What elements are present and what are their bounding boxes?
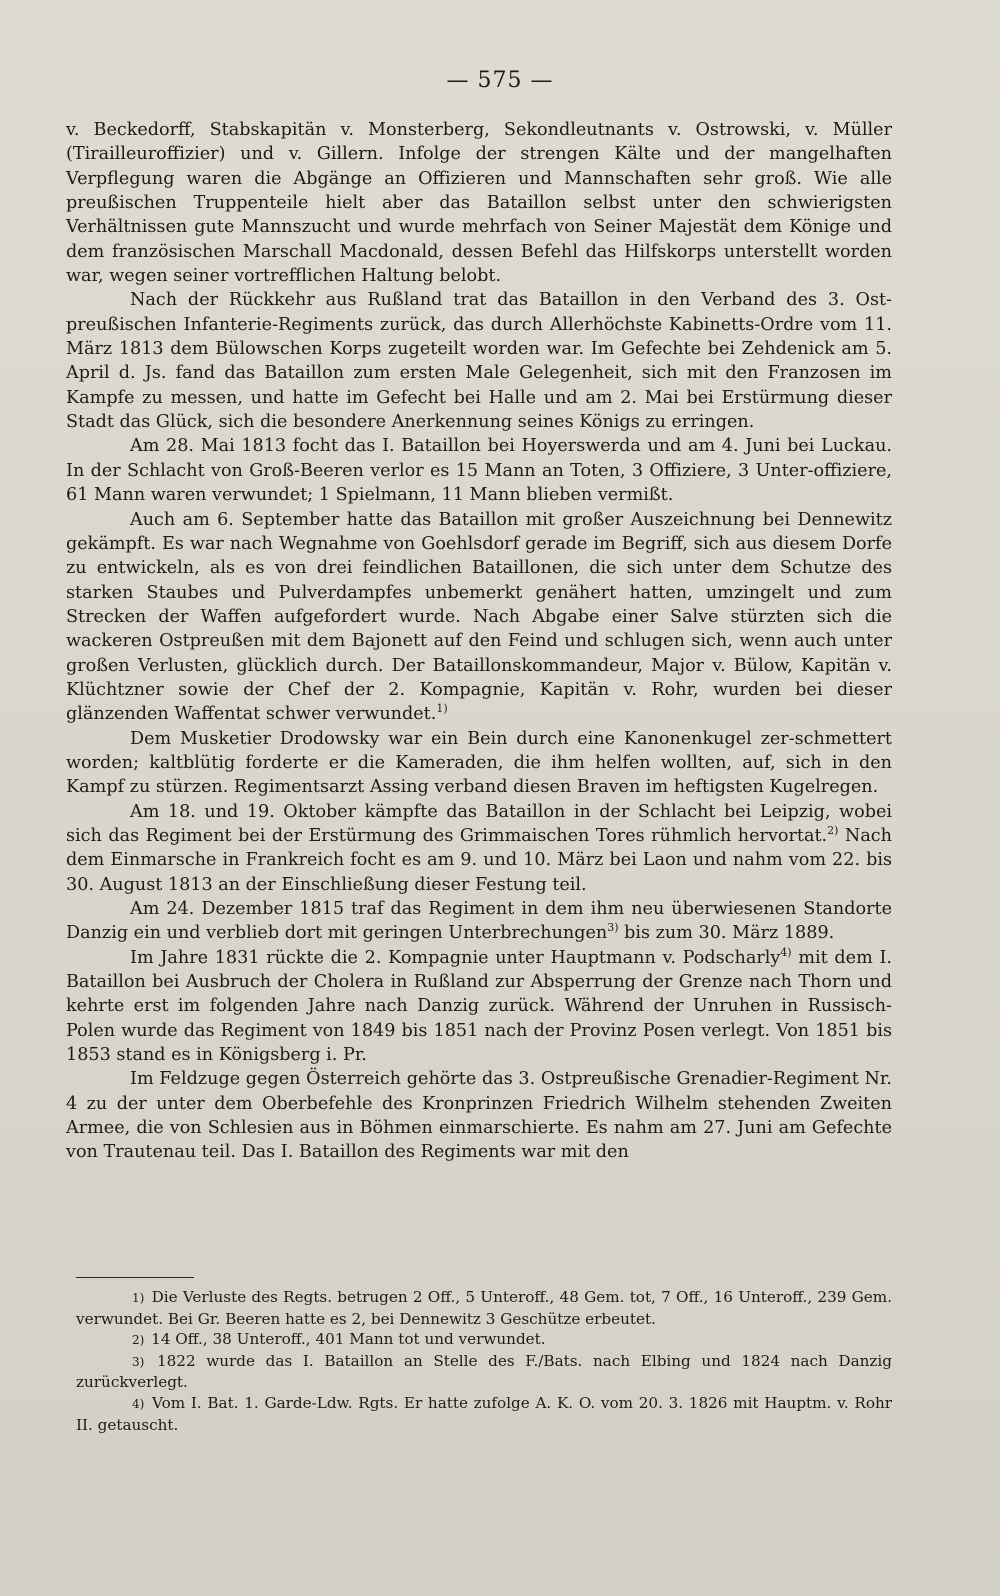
paragraph-7-text: Am 24. Dezember 1815 traf das Regiment in dem ihm neu überwiesenen Standorte Danzig ein und verblieb dort mit geringen Unterbrechungen <box>66 899 892 944</box>
footnote-divider <box>76 1277 194 1278</box>
footnote-1-text: Die Verluste des Regts. betrugen 2 Off., 5 Unteroff., 48 Gem. tot, 7 Off., 16 Unteroff., 239 Gem. verwundet. Bei Gr. Beeren hatte es 2, bei Dennewitz 3 Geschütze erbeutet. <box>76 1288 893 1328</box>
footnote-2-mark: 2) <box>132 1333 145 1348</box>
paragraph-3: Am 28. Mai 1813 focht das I. Bataillon bei Hoyerswerda und am 4. Juni bei Luckau. In der Schlacht von Groß-Beeren verlor es 15 Mann an Toten, 3 Offiziere, 3 Unter-offiziere, 61 Mann waren verwundet; 1 Spielmann, 11 Mann blieben vermißt. <box>66 436 892 506</box>
footnote-1 <box>76 1287 892 1329</box>
main-text <box>66 118 892 1165</box>
paragraph-8-text: Im Jahre 1831 rückte die 2. Kompagnie unter Hauptmann v. Podscharly <box>130 947 781 968</box>
page-number: — 575 — <box>446 68 554 93</box>
paragraph-4 <box>66 508 892 727</box>
paragraph-6-cont: Nach dem Einmarsche in Frankreich focht es am 9. und 10. März bei Laon und nahm vom 22. bis 30. August 1813 an der Einschließung dieser Festung teil. <box>66 825 892 895</box>
footnote-3-text: 1822 wurde das I. Bataillon an Stelle des F./Bats. nach Elbing und 1824 nach Danzig zurückverlegt. <box>76 1351 892 1392</box>
footnote-1-mark: 1) <box>132 1291 145 1305</box>
footnote-2 <box>76 1329 892 1351</box>
paragraph-9: Im Feldzuge gegen Österreich gehörte das 3. Ostpreußische Grenadier-Regiment Nr. 4 zu der unter dem Oberbefehle des Kronprinzen Friedrich Wilhelm stehenden Zweiten Armee, die von Schlesien aus in Böhmen einmarschierte. Es nahm am 27. Juni am Gefechte von Trautenau teil. Das I. Bataillon des Regiments war mit den <box>66 1069 892 1163</box>
paragraph-8-cont: mit dem I. Bataillon bei Ausbruch der Cholera in Rußland zur Absperrung der Grenze nach Thorn und kehrte erst im folgenden Jahre nach Danzig zurück. Während der Unruhen in Russisch-Polen wurde das Regiment von 1849 bis 1851 nach der Provinz Posen verlegt. Von 1851 bis 1853 stand es in Königsberg i. Pr. <box>66 947 893 1066</box>
paragraph-8 <box>66 946 892 1068</box>
paragraph-1: v. Beckedorff, Stabskapitän v. Monsterberg, Sekondleutnants v. Ostrowski, v. Müller (Tirailleuroffizier) und v. Gillern. Infolge der strengen Kälte und der mangelhaften Verpflegung waren die Abgänge an Offizieren und Mannschaften sehr groß. Wie alle preußischen Truppenteile hielt aber das Bataillon selbst unter den schwierigsten Verhältnissen gute Mannszucht und wurde mehrfach von Seiner Majestät dem Könige und dem französischen Marschall Macdonald, dessen Befehl das Hilfskorps unterstellt worden war, wegen seiner vortrefflichen Haltung belobt. <box>66 120 892 287</box>
paragraph-2: Nach der Rückkehr aus Rußland trat das Bataillon in den Verband des 3. Ost-preußischen Infanterie-Regiments zurück, das durch Allerhöchste Kabinetts-Ordre vom 11. März 1813 dem Bülowschen Korps zugeteilt worden war. Im Gefechte bei Zehdenick am 5. April d. Js. fand das Bataillon zum ersten Male Gelegenheit, sich mit den Franzosen im Kampfe zu messen, und hatte im Gefecht bei Halle und am 2. Mai bei Erstürmung dieser Stadt das Glück, sich die besondere Anerkennung seines Königs zu erringen. <box>66 290 892 433</box>
paragraph-7-cont: bis zum 30. März 1889. <box>624 923 835 944</box>
footnote-3-mark: 3) <box>132 1354 145 1369</box>
footnote-4 <box>76 1393 892 1435</box>
paragraph-7 <box>66 897 892 946</box>
footnotes <box>76 1287 892 1435</box>
footnote-3 <box>76 1351 892 1393</box>
paragraph-6-text: Am 18. und 19. Oktober kämpfte das Bataillon in der Schlacht bei Leipzig, wobei sich das Regiment bei der Erstürmung des Grimmaischen Tores rühmlich hervortat. <box>66 801 892 846</box>
footnote-ref-3: 3) <box>607 921 619 935</box>
paragraph-4-text: Auch am 6. September hatte das Bataillon mit großer Auszeichnung bei Dennewitz gekämpft. Es war nach Wegnahme von Goehlsdorf gerade im Begriff, sich aus diesem Dorfe zu entwickeln, als es von drei feindlichen Bataillonen, die sich unter dem Schutze des starken Staubes und Pulverdampfes unbemerkt genähert hatten, umzingelt und zum Strecken der Waffen aufgefordert wurde. Nach Abgabe einer Salve stürzten sich die wackeren Ostpreußen mit dem Bajonett auf den Feind und schlugen sich, wenn auch unter großen Verlusten, glücklich durch. Der Bataillonskommandeur, Major v. Bülow, Kapitän v. Klüchtzner sowie der Chef der 2. Kompagnie, Kapitän v. Rohr, wurden bei dieser glänzenden Waffentat schwer verwundet. <box>66 509 892 725</box>
footnote-ref-4: 4) <box>780 945 792 959</box>
paragraph-6 <box>66 800 892 897</box>
footnote-2-text: 14 Off., 38 Unteroff., 401 Mann tot und verwundet. <box>151 1330 546 1349</box>
footnote-4-mark: 4) <box>132 1396 145 1411</box>
footnote-4-text: Vom I. Bat. 1. Garde-Ldw. Rgts. Er hatte zufolge A. K. O. vom 20. 3. 1826 mit Hauptm. v. Rohr II. getauscht. <box>76 1393 893 1434</box>
footnote-ref-2: 2) <box>827 824 839 838</box>
footnote-ref-1: 1) <box>436 702 448 716</box>
paragraph-5: Dem Musketier Drodowsky war ein Bein durch eine Kanonenkugel zer-schmettert worden; kaltblütig forderte er die Kameraden, die ihm helfen wollten, auf, sich in den Kampf zu stürzen. Regimentsarzt Assing verband diesen Braven im heftigsten Kugelregen. <box>66 728 892 798</box>
